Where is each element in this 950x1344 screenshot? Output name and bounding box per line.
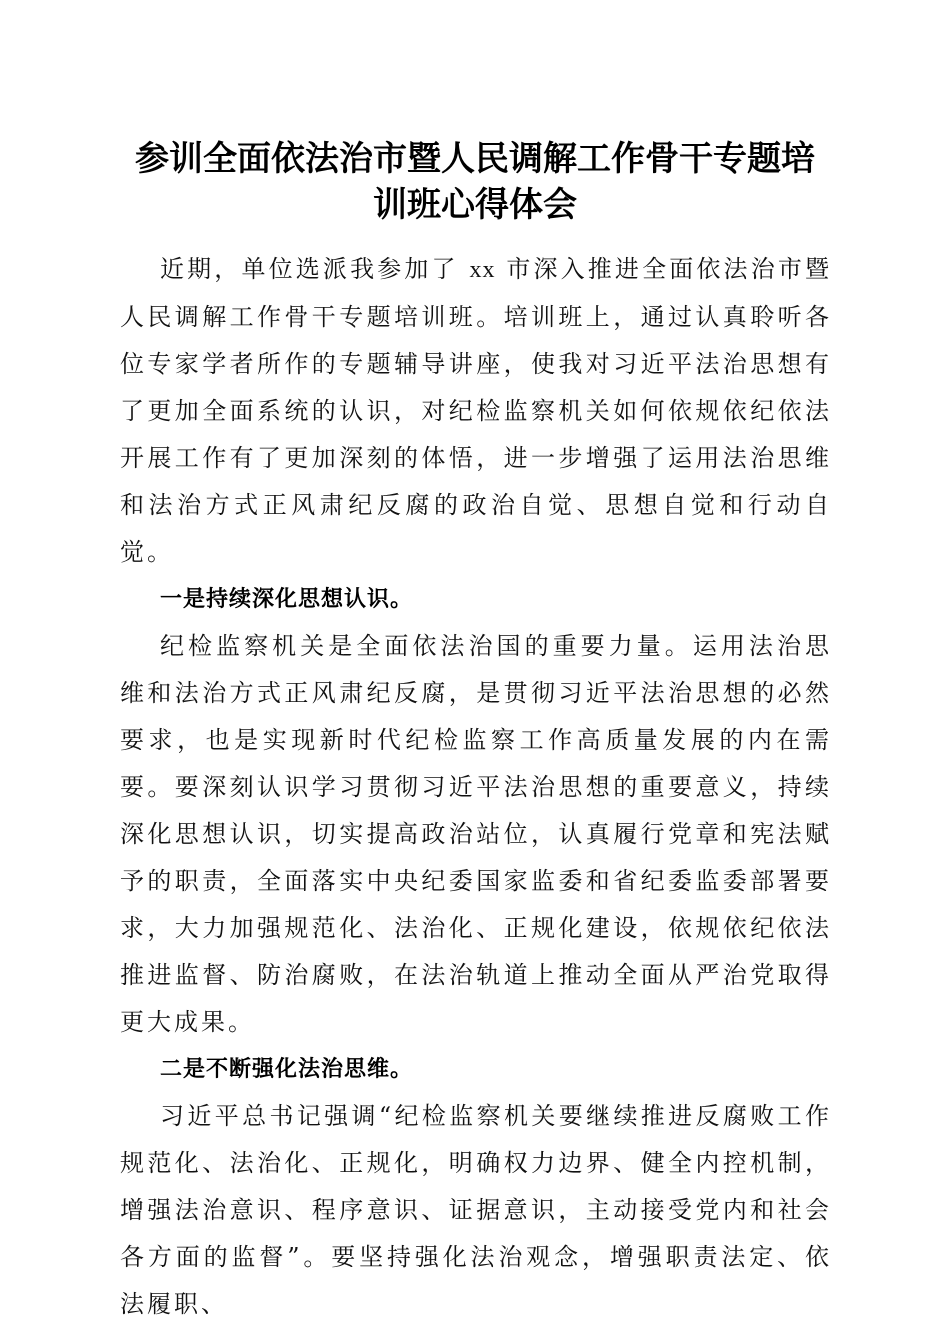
title-line-2: 训班心得体会 (373, 185, 577, 225)
section-paragraph-1: 纪检监察机关是全面依法治国的重要力量。运用法治思维和法治方式正风肃纪反腐，是贯彻习近平法治思想的必然要求，也是实现新时代纪检监察工作高质量发展的内在需要。要深刻认识学习贯彻习近平法治思想的重要意义，持续深化思想认识，切实提高政治站位，认真履行党章和宪法赋予的职责，全面落实中央纪委国家监委和省纪委监委部署要求，大力加强规范化、法治化、正规化建设，依规依纪依法推进监督、防治腐败，在法治轨道上推动全面从严治党取得更大成果。 (120, 632, 832, 1036)
title-line-1: 参训全面依法治市暨人民调解工作骨干专题培 (135, 139, 815, 179)
intro-text-start: 近期，单位选派我参加了 (160, 255, 459, 283)
section-heading-1: 一是持续深化思想认识。 (160, 586, 414, 612)
document-title (110, 136, 840, 228)
city-placeholder: xx (469, 257, 496, 283)
section-heading-2: 二是不断强化法治思维。 (160, 1056, 414, 1082)
intro-text-rest: 市深入推进全面依法治市暨人民调解工作骨干专题培训班。培训班上，通过认真聆听各位专家学者所作的专题辅导讲座，使我对习近平法治思想有了更加全面系统的认识，对纪检监察机关如何依规依纪依法开展工作有了更加深刻的体悟，进一步增强了运用法治思维和法治方式正风肃纪反腐的政治自觉、思想自觉和行动自觉。 (120, 255, 833, 566)
section-paragraph-2: 习近平总书记强调“纪检监察机关要继续推进反腐败工作规范化、法治化、正规化，明确权力边界、健全内控机制，增强法治意识、程序意识、证据意识，主动接受党内和社会各方面的监督”。要坚持强化法治观念，增强职责法定、依法履职、 (120, 1102, 832, 1318)
document-body (120, 246, 832, 1328)
intro-paragraph (120, 246, 832, 576)
